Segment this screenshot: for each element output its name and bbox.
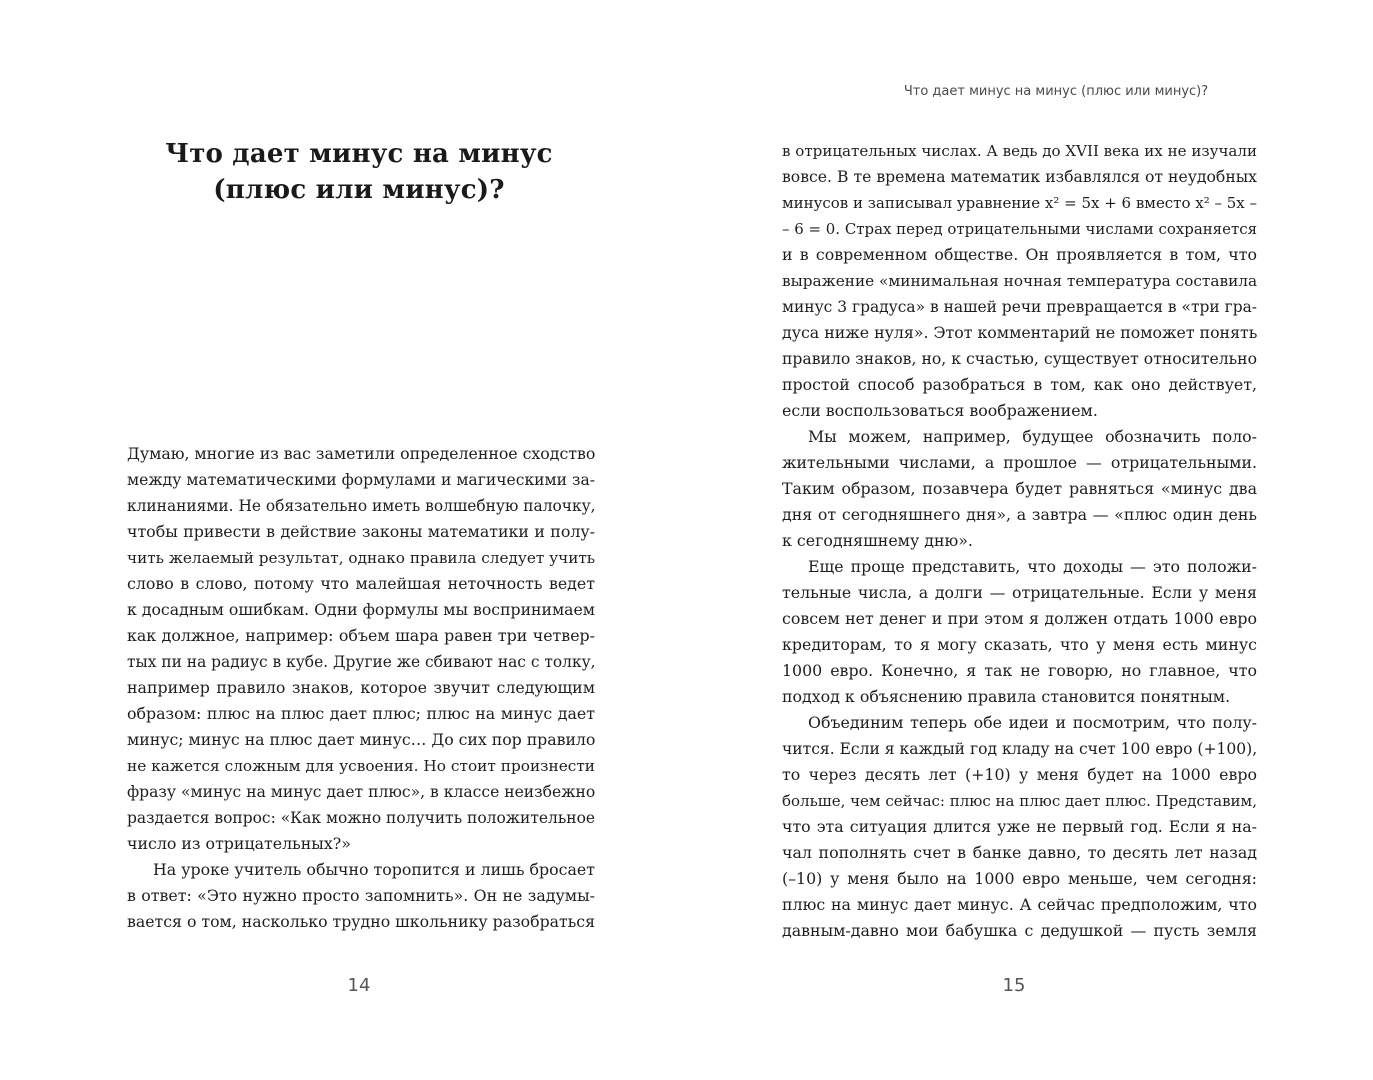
left-page bbox=[0, 0, 686, 1080]
left-body-text bbox=[127, 441, 595, 935]
text-line: чится. Если я каждый год кладу на счет 100 евро (+100), bbox=[782, 740, 1258, 758]
text-line: Думаю, многие из вас заметили определенное сходство bbox=[127, 444, 596, 463]
text-line: вовсе. В те времена математик избавлялся от неудобных bbox=[782, 167, 1257, 186]
text-line: На уроке учитель обычно торопится и лишь бросает bbox=[153, 860, 595, 879]
text-line: (–10) у меня было на 1000 евро меньше, чем сегодня: bbox=[782, 869, 1257, 888]
text-line: плюс на минус дает минус. А сейчас предположим, что bbox=[782, 895, 1257, 914]
text-line: минус 3 градуса» в нашей речи превращается в «три гра- bbox=[782, 298, 1257, 316]
text-line: 1000 евро. Конечно, я так не говорю, но главное, что bbox=[782, 661, 1257, 680]
text-line: простой способ разобраться в том, как оно действует, bbox=[782, 375, 1257, 394]
chapter-title-line: Что дает минус на минус bbox=[165, 139, 553, 169]
text-line: слово в слово, потому что малейшая неточность ведет bbox=[127, 574, 595, 593]
text-line: вается о том, насколько трудно школьнику разобраться bbox=[127, 912, 595, 931]
text-line: выражение «минимальная ночная температура составила bbox=[782, 272, 1258, 290]
text-line: и в современном обществе. Он проявляется в том, что bbox=[782, 245, 1257, 264]
right-body-text bbox=[782, 138, 1257, 944]
text-line: фразу «минус на минус дает плюс», в классе неизбежно bbox=[127, 783, 596, 801]
text-line: что эта ситуация длится уже не первый год. Если я на- bbox=[782, 817, 1257, 836]
text-line: Мы можем, например, будущее обозначить поло- bbox=[808, 427, 1257, 446]
text-line: тельные числа, а долги — отрицательные. Если у меня bbox=[782, 583, 1257, 602]
text-line: кредиторам, то я могу сказать, что у меня есть минус bbox=[782, 635, 1257, 654]
chapter-title-line: (плюс или минус)? bbox=[213, 175, 505, 205]
text-line: правило знаков, но, к счастью, существует относительно bbox=[782, 349, 1257, 368]
text-line: раздается вопрос: «Как можно получить положительное bbox=[127, 809, 596, 827]
chapter-title bbox=[125, 136, 593, 208]
text-line: если воспользоваться воображением. bbox=[782, 401, 1098, 420]
text-line: число из отрицательных?» bbox=[127, 834, 351, 853]
text-line: Таким образом, позавчера будет равняться «минус два bbox=[782, 479, 1257, 498]
text-line: давным-давно мои бабушка с дедушкой — пусть земля bbox=[782, 921, 1257, 940]
text-line: между математическими формулами и магическими за- bbox=[127, 471, 595, 489]
text-line: чал пополнять счет в банке давно, то десять лет назад bbox=[782, 843, 1257, 862]
text-line: например правило знаков, которое звучит следующим bbox=[127, 678, 595, 697]
text-line: то через десять лет (+10) у меня будет на 1000 евро bbox=[782, 765, 1257, 784]
text-line: клинаниями. Не обязательно иметь волшебную палочку, bbox=[127, 497, 596, 515]
text-line: Еще проще представить, что доходы — это положи- bbox=[808, 557, 1257, 576]
text-line: в отрицательных числах. А ведь до XVII века их не изучали bbox=[782, 142, 1257, 160]
page-number: 15 bbox=[1002, 975, 1026, 996]
right-page bbox=[686, 0, 1373, 1080]
text-line: в ответ: «Это нужно просто запомнить». Он не задумы- bbox=[127, 886, 595, 905]
running-head: Что дает минус на минус (плюс или минус)? bbox=[903, 84, 1209, 99]
text-line: минусов и записывал уравнение x² = 5x + 6 вместо x² – 5x – bbox=[782, 194, 1257, 212]
text-line: образом: плюс на плюс дает плюс; плюс на минус дает bbox=[127, 704, 595, 723]
text-line: тых пи на радиус в кубе. Другие же сбивают нас с толку, bbox=[127, 653, 596, 671]
text-line: к сегодняшнему дню». bbox=[782, 531, 973, 550]
text-line: чтобы привести в действие законы математики и полу- bbox=[127, 522, 595, 541]
text-line: Объединим теперь обе идеи и посмотрим, что полу- bbox=[808, 713, 1257, 732]
text-line: подход к объяснению правила становится понятным. bbox=[782, 687, 1231, 706]
text-line: совсем нет денег и при этом я должен отдать 1000 евро bbox=[782, 609, 1257, 628]
text-line: чить желаемый результат, однако правила следует учить bbox=[127, 549, 596, 567]
text-line: больше, чем сейчас: плюс на плюс дает плюс. Представим, bbox=[782, 792, 1257, 810]
text-line: минус; минус на плюс дает минус… До сих пор правило bbox=[127, 730, 596, 749]
text-line: как должное, например: объем шара равен три четвер- bbox=[127, 626, 595, 645]
text-line: к досадным ошибкам. Одни формулы мы воспринимаем bbox=[127, 600, 595, 619]
text-line: жительными числами, а прошлое — отрицательными. bbox=[782, 453, 1257, 472]
text-line: дня от сегодняшнего дня», а завтра — «плюс один день bbox=[782, 505, 1257, 524]
text-line: – 6 = 0. Страх перед отрицательными числами сохраняется bbox=[782, 220, 1257, 238]
text-line: не кажется сложным для усвоения. Но стоит произнести bbox=[127, 757, 595, 775]
text-line: дуса ниже нуля». Этот комментарий не поможет понять bbox=[782, 323, 1258, 342]
page-number: 14 bbox=[347, 975, 371, 996]
